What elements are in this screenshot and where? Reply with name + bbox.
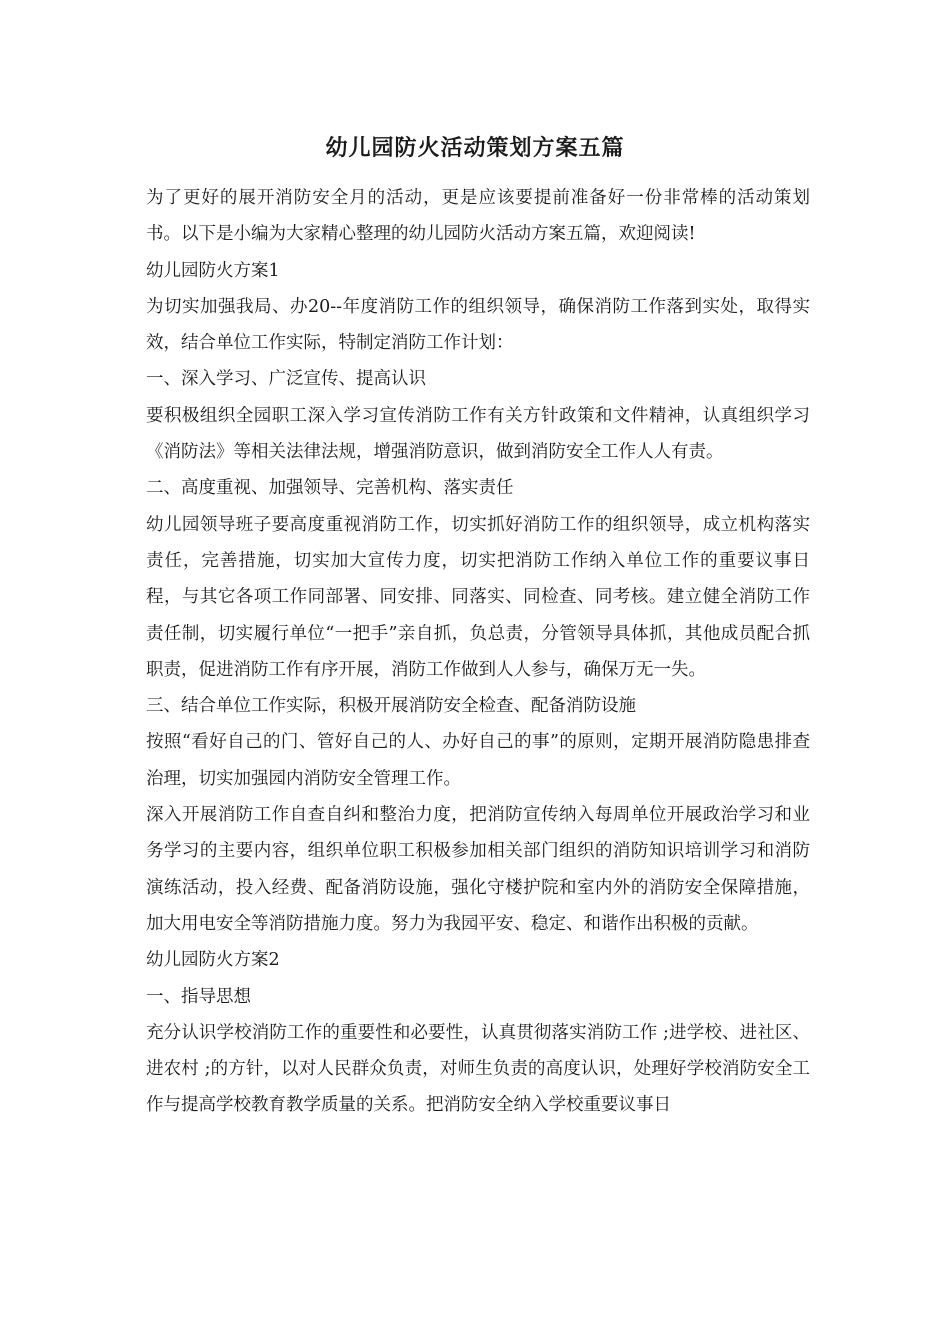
body-paragraph: 充分认识学校消防工作的重要性和必要性，认真贯彻落实消防工作 ;进学校、进社区、进农村 ;的方针，以对人民群众负责，对师生负责的高度认识，处理好学校消防安全工作与提高学校教育教学质量的关系。把消防安全纳入学校重要议事日 — [146, 1022, 810, 1116]
body-paragraph: 要积极组织全园职工深入学习宣传消防工作有关方针政策和文件精神，认真组织学习《消防法》等相关法律法规，增强消防意识，做到消防安全工作人人有责。 — [146, 405, 810, 463]
body-paragraph: 幼儿园领导班子要高度重视消防工作，切实抓好消防工作的组织领导，成立机构落实责任，完善措施，切实加大宣传力度，切实把消防工作纳入单位工作的重要议事日程，与其它各项工作同部署、同安排、同落实、同检查、同考核。建立健全消防工作责任制，切实履行单位“一把手”亲自抓，负总责，分管领导具体抓，其他成员配合抓职责，促进消防工作有序开展，消防工作做到人人参与，确保万无一失。 — [146, 514, 810, 680]
subsection-heading: 一、深入学习、广泛宣传、提高认识 — [146, 369, 426, 390]
subsection-heading: 三、结合单位工作实际，积极开展消防安全检查、配备消防设施 — [146, 696, 636, 717]
body-paragraph: 为切实加强我局、办20--年度消防工作的组织领导，确保消防工作落到实处，取得实效，结合单位工作实际，特制定消防工作计划： — [146, 296, 810, 354]
subsection-heading: 一、指导思想 — [146, 986, 251, 1007]
section-heading: 幼儿园防火方案2 — [146, 950, 280, 971]
section-heading: 幼儿园防火方案1 — [146, 260, 280, 281]
intro-paragraph: 为了更好的展开消防安全月的活动，更是应该要提前准备好一份非常棒的活动策划书。以下是小编为大家精心整理的幼儿园防火活动方案五篇，欢迎阅读! — [146, 188, 810, 245]
body-paragraph: 按照“看好自己的门、管好自己的人、办好自己的事”的原则，定期开展消防隐患排查治理，切实加强园内消防安全管理工作。 — [146, 732, 810, 789]
document-title: 幼儿园防火活动策划方案五篇 — [325, 135, 625, 161]
subsection-heading: 二、高度重视、加强领导、完善机构、落实责任 — [146, 478, 514, 499]
document-body — [146, 180, 810, 1124]
body-paragraph: 深入开展消防工作自查自纠和整治力度，把消防宣传纳入每周单位开展政治学习和业务学习的主要内容，组织单位职工积极参加相关部门组织的消防知识培训学习和消防演练活动，投入经费、配备消防设施，强化守楼护院和室内外的消防安全保障措施，加大用电安全等消防措施力度。努力为我园平安、稳定、和谐作出积极的贡献。 — [146, 805, 810, 934]
